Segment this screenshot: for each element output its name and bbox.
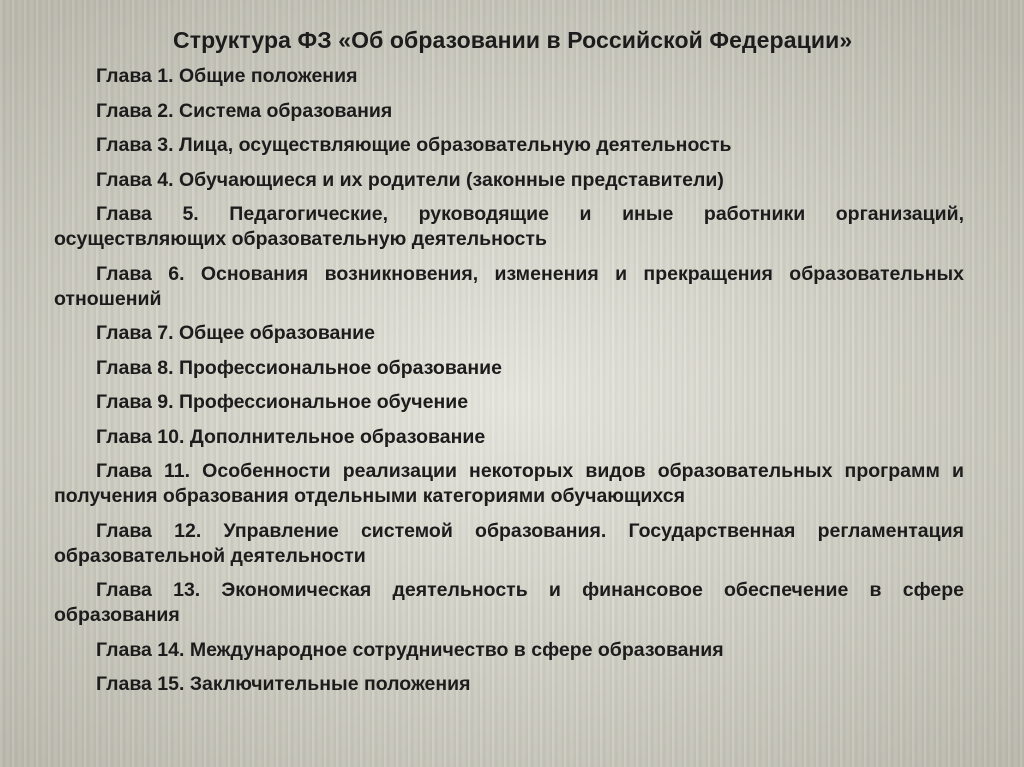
chapter-item: Глава 9. Профессиональное обучение <box>96 391 469 413</box>
chapter-item: Глава 8. Профессиональное образование <box>96 356 503 379</box>
chapter-item: Глава 4. Обучающиеся и их родители (законные представители) <box>96 168 724 191</box>
chapter-item: Глава 15. Заключительные положения <box>96 673 471 695</box>
chapter-item: Глава 6. Основания возникновения, изменения и прекращения образовательных отношений <box>54 262 964 310</box>
chapter-item: Глава 12. Управление системой образования. Государственная регламентация образовательной деятельности <box>54 519 964 567</box>
chapter-item: Глава 2. Система образования <box>96 99 393 122</box>
chapter-item: Глава 3. Лица, осуществляющие образовательную деятельность <box>96 134 732 156</box>
chapter-item: Глава 5. Педагогические, руководящие и иные работники организаций, осуществляющих образовательную деятельность <box>54 203 964 250</box>
chapter-list <box>54 64 964 707</box>
chapter-item: Глава 13. Экономическая деятельность и финансовое обеспечение в сфере образования <box>54 579 964 626</box>
chapter-item: Глава 7. Общее образование <box>96 322 376 344</box>
chapter-item: Глава 10. Дополнительное образование <box>96 425 486 448</box>
chapter-item: Глава 14. Международное сотрудничество в сфере образования <box>96 638 724 661</box>
chapter-item: Глава 1. Общие положения <box>96 65 358 87</box>
chapter-item: Глава 11. Особенности реализации некоторых видов образовательных программ и получения образования отдельными категориями обучающихся <box>54 460 964 507</box>
slide-title: Структура ФЗ «Об образовании в Российской Федерации» <box>173 27 853 53</box>
